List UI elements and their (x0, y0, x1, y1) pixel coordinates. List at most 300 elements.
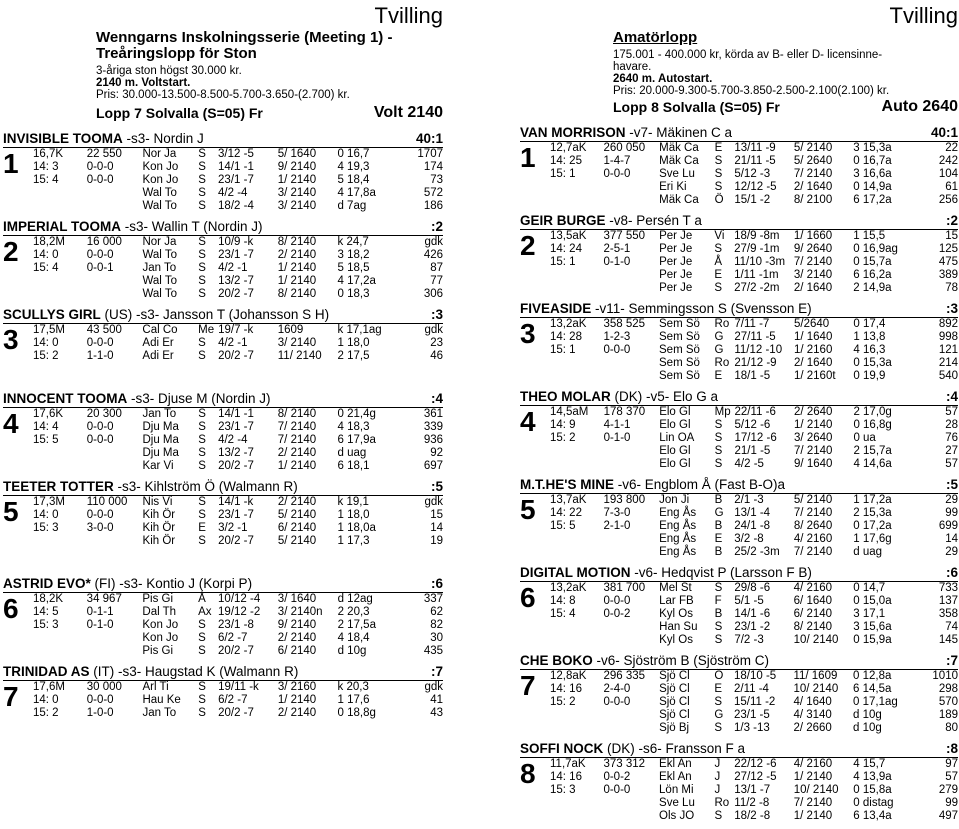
stats-cell: 3/ 2140 (793, 269, 833, 281)
race-stats-table (33, 593, 443, 658)
horse-name: VAN MORRISON (520, 125, 626, 140)
stats-cell: 18/10 -5 (733, 670, 777, 682)
stats-cell: 11/12 -10 (734, 344, 783, 356)
race-stats-table (550, 670, 958, 735)
horse-name-line (3, 131, 204, 146)
stats-cell: 3/ 2140 (277, 187, 317, 199)
stats-cell: 34 967 (86, 593, 122, 605)
stats-cell: Wal To (142, 275, 177, 287)
stats-cell: 3/ 2140 (277, 337, 317, 349)
stats-cell: 9/ 2640 (793, 243, 833, 255)
stats-cell: 3 15,6a (853, 621, 892, 633)
stats-cell: 13/2 -7 (218, 275, 254, 287)
stats-cell: Per Je (659, 256, 693, 268)
stats-cell: S (198, 632, 206, 644)
stats-cell: 15: 4 (550, 608, 576, 620)
horse-entry (3, 131, 443, 213)
stats-cell: 30 000 (86, 681, 122, 693)
stats-cell: 4/2 -5 (734, 458, 764, 470)
stats-cell: Ö (714, 194, 724, 206)
stats-cell (550, 282, 603, 295)
stats-cell: 1/ 2140 (277, 275, 317, 287)
stats-cell: S (198, 288, 206, 300)
stats-cell: 78 (945, 282, 958, 294)
stats-cell: Eri Ki (659, 181, 687, 193)
stats-row (33, 460, 443, 473)
stats-cell: Mel St (659, 582, 692, 594)
stats-cell: Pis Gi (142, 593, 174, 605)
stats-cell: 7/ 2140 (277, 434, 317, 446)
stats-cell: Dju Ma (142, 421, 179, 433)
start-number: 3 (520, 318, 536, 349)
race-stats-table (33, 236, 443, 301)
stats-cell: 1 18,0 (337, 337, 370, 349)
stats-cell: B (714, 608, 723, 620)
stats-cell: 2/1 -3 (734, 494, 764, 506)
stats-cell (604, 621, 660, 634)
stats-cell: 256 (938, 194, 958, 206)
horse-name: FIVEASIDE (520, 301, 592, 316)
race-info-1: 175.001 - 400.000 kr, körda av B- eller D- licensinne- (613, 49, 883, 61)
stats-cell (33, 645, 87, 658)
stats-cell: 22/11 -6 (734, 406, 776, 418)
stats-cell: Sjö Cl (659, 696, 690, 708)
stats-cell: S (714, 722, 722, 734)
stats-cell: k 19,1 (337, 496, 369, 508)
stats-cell: 14/1 -1 (218, 161, 254, 173)
stats-cell: 0 19,9 (853, 370, 886, 382)
stats-cell: 21/11 -5 (734, 155, 776, 167)
horse-odds: 40:1 (930, 125, 958, 140)
stats-cell: 2 20,3 (337, 606, 370, 618)
stats-cell: 18/2 -4 (218, 200, 254, 212)
stats-cell: S (198, 249, 206, 261)
stats-cell: 358 525 (603, 318, 646, 330)
stats-cell: Dal Th (142, 606, 177, 618)
stats-cell: 0 15,3a (853, 357, 892, 369)
stats-cell: 61 (945, 181, 958, 193)
stats-cell: 0-1-0 (86, 619, 114, 631)
stats-cell: 1/ 2160 (793, 344, 833, 356)
stats-cell: 7/11 -7 (734, 318, 770, 330)
stats-cell: S (198, 694, 206, 706)
stats-cell: 5/12 -6 (734, 419, 771, 431)
stats-cell: 76 (945, 432, 958, 444)
stats-cell (603, 282, 659, 295)
stats-cell: 7/ 2140 (793, 507, 833, 519)
stats-cell: 2 17,5a (337, 619, 376, 631)
stats-cell: 14: 8 (550, 595, 576, 607)
stats-cell: S (198, 337, 206, 349)
stats-cell: 1/ 1660 (793, 230, 833, 242)
stats-cell: Sjö Cl (659, 670, 690, 682)
horse-details: (IT) -s3- Haugstad K (Walmann R) (93, 664, 299, 679)
stats-row (550, 331, 958, 344)
stats-cell: 28 (945, 419, 958, 431)
start-number: 4 (520, 406, 536, 437)
stats-cell: 381 700 (603, 582, 646, 594)
stats-cell: 0-0-0 (86, 694, 114, 706)
stats-cell: 14: 0 (33, 509, 59, 521)
stats-cell: S (198, 200, 206, 212)
horse-name-line (3, 219, 263, 234)
horse-name: M.T.HE'S MINE (520, 477, 614, 492)
stats-cell: 1/ 1640 (793, 331, 833, 343)
horse-name-line (520, 741, 745, 756)
stats-cell: S (714, 155, 723, 167)
stats-row (550, 608, 958, 621)
stats-cell: Ax (198, 606, 212, 618)
stats-cell: 0 17,2a (853, 520, 892, 532)
stats-cell: Mäk Ca (659, 194, 699, 206)
stats-cell: Sve Lu (659, 168, 695, 180)
horse-details: -s3- Nordin J (126, 131, 204, 146)
horse-name-line (3, 664, 298, 679)
stats-cell: S (198, 236, 206, 248)
stats-cell: Eng Ås (659, 546, 697, 558)
stats-cell: J (714, 771, 721, 783)
stats-cell: S (198, 707, 206, 719)
stats-cell (550, 458, 604, 471)
stats-cell: Kon Jo (142, 632, 179, 644)
stats-cell: S (198, 148, 206, 160)
horse-name: DIGITAL MOTION (520, 565, 631, 580)
stats-cell: 0 distag (853, 797, 894, 809)
stats-row (550, 582, 958, 595)
race-stats-table (550, 758, 958, 823)
stats-cell: 14: 24 (550, 243, 582, 255)
stats-row (33, 288, 443, 301)
stats-cell: 14: 4 (33, 421, 59, 433)
horse-header (3, 307, 443, 324)
horse-entry (520, 125, 958, 207)
race-info-4: Pris: 20.000-9.300-5.700-3.850-2.500-2.100(2.100) kr. (613, 85, 890, 97)
stats-cell: 92 (430, 447, 443, 459)
stats-cell: 20/2 -7 (218, 645, 254, 657)
horse-odds: 40:1 (415, 131, 443, 146)
stats-cell (87, 645, 143, 658)
stats-cell: 14: 25 (550, 155, 582, 167)
stats-cell: 14: 9 (550, 419, 576, 431)
stats-cell (603, 370, 659, 383)
stats-cell: 377 550 (603, 230, 646, 242)
stats-cell: 12/12 -5 (734, 181, 777, 193)
tvilling-label: Tvilling (374, 3, 443, 28)
stats-cell: 1 15,5 (853, 230, 886, 242)
stats-cell (603, 797, 659, 810)
stats-cell: 14: 28 (550, 331, 582, 343)
stats-cell: 7/ 2140 (277, 421, 317, 433)
horse-header (3, 576, 443, 593)
stats-row (550, 142, 958, 155)
stats-cell: 0-0-0 (603, 784, 631, 796)
horse-details: -v8- Persén T a (609, 213, 702, 228)
stats-cell: 22/12 -6 (734, 758, 777, 770)
stats-cell: 1/ 2140 (793, 771, 833, 783)
stats-row (550, 621, 958, 634)
horse-header (520, 477, 958, 494)
stats-cell: Ro (714, 797, 730, 809)
stats-cell: 0-0-0 (603, 595, 631, 607)
stats-cell: d 12ag (337, 593, 373, 605)
stats-cell: 87 (430, 262, 443, 274)
horse-entry (3, 391, 443, 473)
horse-details: (DK) -v5- Elo G a (614, 389, 719, 404)
lopp-line (613, 99, 958, 115)
horse-name: GEIR BURGE (520, 213, 606, 228)
stats-cell: 12,8aK (550, 670, 587, 682)
horse-name: INNOCENT TOOMA (3, 391, 128, 406)
stats-cell (33, 288, 87, 301)
stats-cell: S (198, 496, 206, 508)
stats-cell: E (714, 269, 723, 281)
stats-cell: 19/12 -2 (218, 606, 261, 618)
stats-cell: 20/2 -7 (218, 350, 254, 362)
stats-cell: G (714, 709, 724, 721)
horse-name-line (520, 301, 812, 316)
stats-cell: 892 (938, 318, 958, 330)
stats-cell: 5/ 2140 (277, 509, 317, 521)
stats-cell: 14: 3 (33, 161, 59, 173)
stats-cell: 145 (938, 634, 958, 646)
race-info-2: 2140 m. Voltstart. (96, 77, 191, 89)
stats-cell: 0-0-0 (603, 696, 631, 708)
stats-row (550, 546, 958, 559)
stats-row (550, 357, 958, 370)
stats-cell: 5/ 2140 (793, 494, 833, 506)
stats-cell: 20 300 (86, 408, 122, 420)
stats-row (550, 696, 958, 709)
stats-cell: 3/ 2140 (277, 200, 317, 212)
stats-cell: 6 13,4a (853, 810, 892, 822)
stats-cell: 19/11 -k (218, 681, 259, 693)
stats-cell: S (198, 509, 206, 521)
stats-cell: 4/ 2160 (793, 533, 833, 545)
horse-entry (520, 213, 958, 295)
stats-row (33, 694, 443, 707)
horse-odds: :3 (945, 301, 958, 316)
stats-cell: 2/ 1640 (793, 357, 833, 369)
stats-cell: J (714, 758, 721, 770)
race-header (96, 30, 443, 121)
horse-list (3, 131, 443, 720)
stats-cell: 19 (430, 535, 443, 547)
start-number: 2 (520, 230, 536, 261)
stats-cell: Ekl An (659, 758, 692, 770)
stats-cell: Vi (714, 230, 725, 242)
stats-cell: 4 17,8a (337, 187, 376, 199)
stats-cell: 0-0-1 (86, 262, 114, 274)
stats-row (33, 161, 443, 174)
stats-cell: gdk (424, 681, 443, 693)
start-number: 1 (520, 142, 536, 173)
stats-cell: 41 (430, 694, 443, 706)
stats-cell: 13/2 -7 (218, 447, 254, 459)
stats-cell: 22 550 (86, 148, 122, 160)
start-number: 5 (520, 494, 536, 525)
horse-header (3, 131, 443, 148)
stats-cell: 4/ 1640 (793, 696, 832, 708)
stats-cell (550, 709, 603, 722)
horse-header (520, 125, 958, 142)
stats-cell: 5/ 2140 (277, 535, 317, 547)
horse-header (520, 213, 958, 230)
horse-header (3, 664, 443, 681)
stats-cell: Sem Sö (659, 357, 700, 369)
stats-cell (550, 546, 604, 559)
stats-cell: 0 18,3 (337, 288, 370, 300)
stats-cell: 0-0-2 (603, 608, 631, 620)
horse-header (520, 389, 958, 406)
horse-odds: :2 (430, 219, 443, 234)
stats-cell: 7/ 2140 (793, 797, 833, 809)
stats-cell: k 17,1ag (337, 324, 382, 336)
stats-row (33, 434, 443, 447)
horse-odds: :6 (430, 576, 443, 591)
stats-cell: 0 18,8g (337, 707, 376, 719)
stats-cell (604, 194, 660, 207)
stats-cell: Eng Ås (659, 520, 697, 532)
race-stats-table (550, 230, 958, 295)
stats-row (550, 520, 958, 533)
race-stats-table (550, 406, 958, 471)
stats-cell: 8/ 2140 (277, 236, 317, 248)
stats-cell: Elo Gl (659, 419, 691, 431)
stats-row (550, 168, 958, 181)
stats-cell: 435 (423, 645, 443, 657)
stats-cell: 3-0-0 (86, 522, 114, 534)
stats-cell: 137 (938, 595, 958, 607)
stats-cell (33, 187, 87, 200)
horse-entry (520, 477, 958, 559)
tvilling-label: Tvilling (889, 3, 958, 28)
stats-cell: 29 (945, 546, 958, 558)
stats-cell: 14/1 -k (218, 496, 254, 508)
stats-cell: 15: 2 (33, 350, 59, 362)
stats-row (550, 269, 958, 282)
stats-cell: 1010 (932, 670, 958, 682)
stats-cell: Mäk Ca (659, 155, 699, 167)
stats-cell: F (714, 595, 722, 607)
stats-cell: 361 (423, 408, 443, 420)
stats-cell: 15: 4 (33, 262, 59, 274)
stats-cell: Eng Ås (659, 533, 697, 545)
stats-cell: 178 370 (603, 406, 646, 418)
stats-cell: 14: 22 (550, 507, 582, 519)
stats-cell: 373 312 (603, 758, 646, 770)
stats-cell: 14: 5 (33, 606, 59, 618)
stats-cell: Per Je (659, 269, 693, 281)
stats-cell: d uag (853, 546, 883, 558)
stats-cell: 260 050 (603, 142, 646, 154)
horse-name: THEO MOLAR (520, 389, 611, 404)
start-number: 6 (520, 582, 536, 613)
stats-cell: 11,7aK (550, 758, 586, 770)
stats-cell: 8/ 2640 (793, 520, 833, 532)
stats-cell: 17,6K (33, 408, 64, 420)
stats-cell: Hau Ke (142, 694, 181, 706)
stats-cell: S (714, 168, 723, 180)
stats-cell: 697 (423, 460, 443, 472)
lopp-line (96, 105, 443, 121)
horse-name: TRINIDAD AS (3, 664, 90, 679)
stats-cell: 8/ 2100 (793, 194, 833, 206)
stats-cell: 426 (423, 249, 443, 261)
stats-cell: 15/11 -2 (733, 696, 776, 708)
stats-cell: 19/7 -k (218, 324, 254, 336)
stats-cell: Per Je (659, 230, 693, 242)
stats-cell: 0-0-0 (603, 344, 631, 356)
stats-cell: 13,2aK (550, 318, 587, 330)
stats-cell (33, 447, 87, 460)
stats-cell: 1707 (417, 148, 443, 160)
stats-cell: 99 (945, 797, 958, 809)
stats-cell: 14: 0 (33, 694, 59, 706)
start-number: 8 (520, 758, 536, 789)
stats-cell (33, 535, 87, 548)
stats-cell: 6 17,9a (337, 434, 376, 446)
stats-cell: 18/9 -8m (734, 230, 780, 242)
stats-cell: 13/1 -4 (734, 507, 771, 519)
stats-cell: 2 15,7a (853, 445, 892, 457)
stats-cell: 0-0-0 (86, 249, 114, 261)
right-column (520, 0, 958, 829)
stats-cell: 13,2aK (550, 582, 587, 594)
stats-row (550, 595, 958, 608)
stats-cell: 298 (938, 683, 958, 695)
stats-cell (550, 797, 603, 810)
stats-cell: 23/1 -8 (218, 619, 254, 631)
stats-cell: Sem Sö (659, 370, 700, 382)
stats-cell: 43 500 (86, 324, 122, 336)
stats-cell (550, 621, 604, 634)
stats-cell: 5 18,4 (337, 174, 370, 186)
stats-row (550, 494, 958, 507)
horse-entry (520, 653, 958, 735)
horse-header (520, 741, 958, 758)
stats-row (33, 275, 443, 288)
stats-row (550, 533, 958, 546)
horse-name-line (520, 125, 732, 140)
stats-cell (33, 275, 87, 288)
stats-cell: 2/11 -4 (733, 683, 769, 695)
stats-cell: 0-0-0 (86, 509, 114, 521)
race-info-2: havare. (613, 61, 652, 73)
stats-cell: 2/ 2640 (794, 406, 833, 418)
stats-cell: 2/ 2660 (793, 722, 832, 734)
horse-entry (3, 479, 443, 548)
stats-cell: 14: 0 (33, 249, 59, 261)
horse-details: (FI) -s3- Kontio J (Korpi P) (94, 576, 253, 591)
start-number: 4 (3, 408, 19, 439)
stats-row (550, 256, 958, 269)
stats-cell: 1 18,0 (337, 509, 370, 521)
stats-cell: 20/2 -7 (218, 535, 254, 547)
stats-cell: 4/2 -4 (218, 434, 248, 446)
stats-cell: 14/1 -1 (218, 408, 254, 420)
stats-cell: 5/12 -3 (734, 168, 771, 180)
stats-cell: gdk (424, 324, 443, 336)
stats-cell: 1609 (277, 324, 304, 336)
stats-cell: 10/9 -k (218, 236, 254, 248)
stats-cell: 14: 0 (33, 337, 59, 349)
stats-cell: 10/ 2140 (793, 634, 839, 646)
horse-odds: :5 (945, 477, 958, 492)
stats-cell: 5/ 2140 (793, 142, 833, 154)
stats-cell: 73 (430, 174, 443, 186)
stats-cell: 0 17,1ag (853, 696, 898, 708)
stats-cell: 7/ 2140 (793, 168, 833, 180)
